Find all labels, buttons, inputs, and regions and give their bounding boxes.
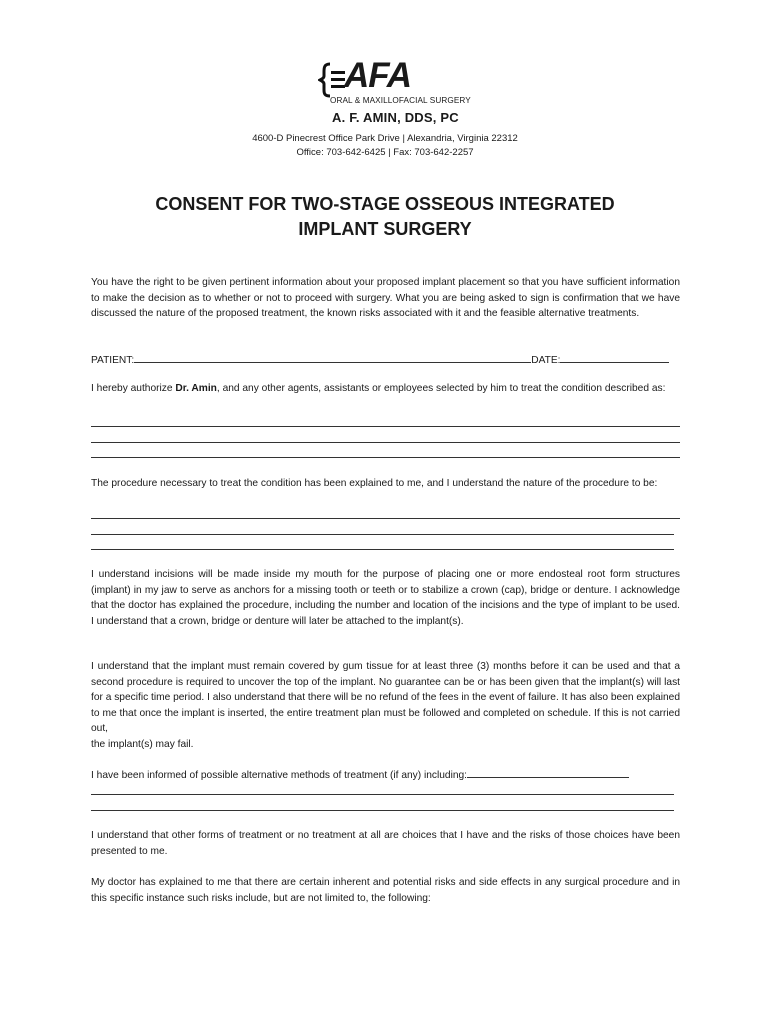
- condition-line-3[interactable]: [91, 457, 680, 458]
- choices-paragraph: I understand that other forms of treatment or no treatment at all are choices that I have and the risks of those choices have been presented to me.: [91, 830, 680, 857]
- authorize-prefix: I hereby authorize: [91, 383, 176, 394]
- patient-date-row: [91, 352, 680, 368]
- practice-address: 4600-D Pinecrest Office Park Drive | Alexandria, Virginia 22312: [252, 133, 518, 144]
- condition-line-1[interactable]: [91, 426, 680, 427]
- intro-paragraph: You have the right to be given pertinent information about your proposed implant placement so that you have sufficient information to make the decision as to whether or not to proceed with surgery. What you are being asked to sign is confirmation that we have discussed the nature of the proposed treatment, the known risks associated with it and the feasible alternative treatments.: [91, 277, 680, 320]
- doctor-name: Dr. Amin: [175, 383, 217, 394]
- title-line-2: IMPLANT SURGERY: [298, 219, 472, 239]
- title-line-1: CONSENT FOR TWO-STAGE OSSEOUS INTEGRATED: [155, 194, 615, 214]
- page-title: [0, 192, 770, 242]
- risks-paragraph: My doctor has explained to me that there are certain inherent and potential risks and side effects in any surgical procedure and in this specific instance such risks include, but are not limited to, the following:: [91, 877, 680, 904]
- procedure-line-3[interactable]: [91, 549, 674, 550]
- authorize-suffix: , and any other agents, assistants or employees selected by him to treat the condition described as:: [216, 383, 666, 394]
- date-field[interactable]: [560, 352, 669, 363]
- procedure-paragraph: The procedure necessary to treat the condition has been explained to me, and I understand the nature of the procedure to be:: [91, 478, 658, 489]
- practice-contact: Office: 703-642-6425 | Fax: 703-642-2257: [296, 147, 474, 158]
- procedure-line-1[interactable]: [91, 518, 680, 519]
- alternatives-field[interactable]: [467, 767, 629, 778]
- practice-name: A. F. AMIN, DDS, PC: [332, 110, 459, 125]
- logo-letters: AFA: [344, 56, 411, 95]
- alternatives-line-1[interactable]: [91, 794, 674, 795]
- implant-covered-paragraph: [91, 659, 680, 753]
- patient-name-field[interactable]: [134, 352, 531, 363]
- patient-label: PATIENT:: [91, 355, 135, 366]
- procedure-line-2[interactable]: [91, 534, 674, 535]
- date-label: DATE:: [531, 355, 561, 366]
- alternatives-line-2[interactable]: [91, 810, 674, 811]
- alternatives-row: [91, 767, 680, 783]
- condition-line-2[interactable]: [91, 442, 680, 443]
- alternatives-label: I have been informed of possible alternative methods of treatment (if any) including:: [91, 770, 468, 781]
- implant-covered-tail: the implant(s) may fail.: [91, 738, 194, 750]
- logo-subtitle: ORAL & MAXILLOFACIAL SURGERY: [330, 96, 471, 105]
- implant-covered-text: I understand that the implant must remain covered by gum tissue for at least three (3) months before it can be used and that a second procedure is required to uncover the top of the implant. No guarantee can be or has been given that the implant(s) will last for a specific time period. I also understand that there will be no refund of the fees in the event of failure. It has also been explained to me that once the implant is inserted, the entire treatment plan must be followed and completed on schedule. If this is not carried out,: [91, 661, 680, 735]
- incisions-paragraph: I understand incisions will be made inside my mouth for the purpose of placing one or more endosteal root form structures (implant) in my jaw to serve as anchors for a missing tooth or teeth or to stabilize a crown (cap), bridge or denture. I acknowledge that the doctor has explained the procedure, including the number and location of the incisions and the type of implant to be used. I understand that a crown, bridge or denture will later be attached to the implant(s).: [91, 569, 680, 627]
- authorize-paragraph: [91, 381, 680, 397]
